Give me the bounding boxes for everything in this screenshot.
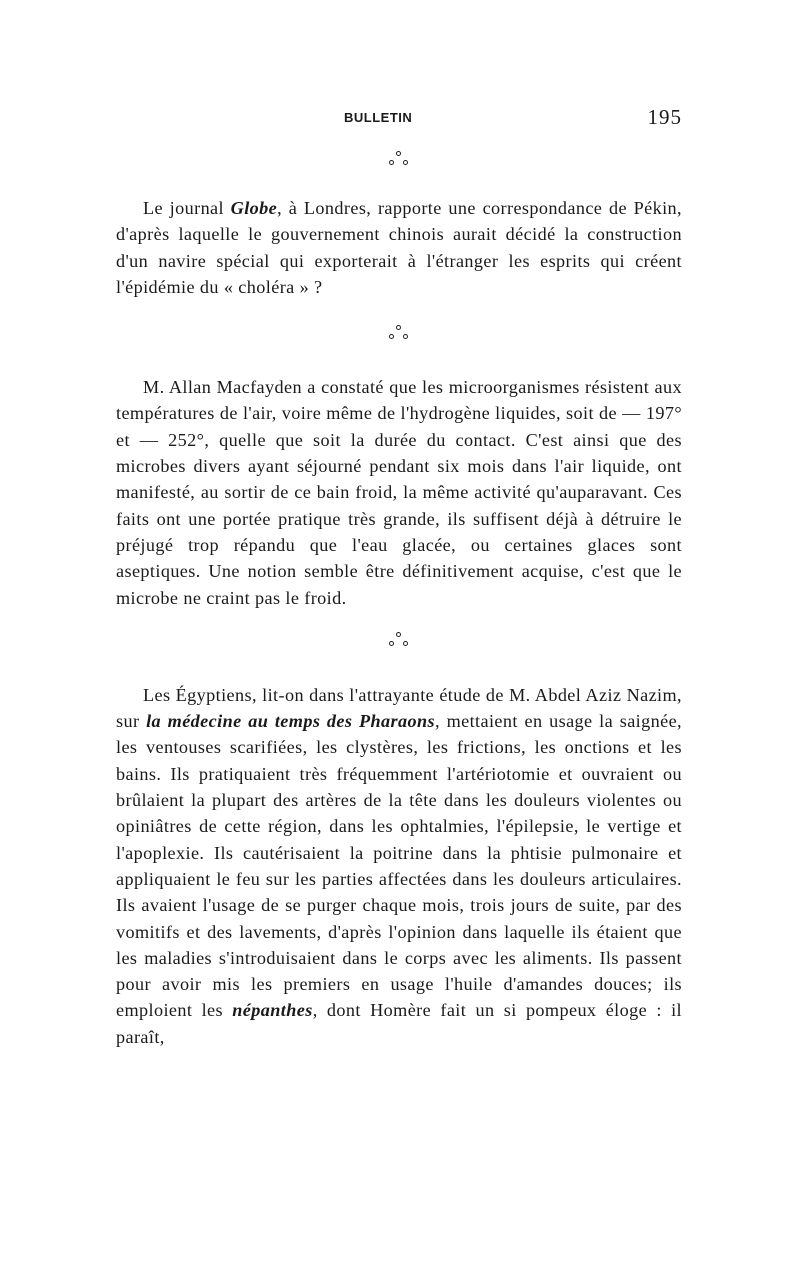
paragraph-microbes-cold: M. Allan Macfayden a constaté que les microorganismes résistent aux températures de l'air, voire même de l'hydrogène liquides, soit de — 197° et — 252°, quelle que soit la durée du contact. C'est ainsi que des microbes divers ayant séjourné pendant six mois dans l'air liquide, ont manifesté, au sortir de ce bain froid, la même activité qu'auparavant. Ces faits ont une portée pratique très grande, ils suffisent déjà à détruire le préjugé trop répandu que l'eau glacée, ou certaines glaces sont aseptiques. Une notion semble être définitivement acquise, c'est que le microbe ne craint pas le froid.	[116, 377, 682, 608]
paragraph-globe-cholera: Le journal Globe, à Londres, rapporte une correspondance de Pékin, d'après laquelle le gouvernement chinois aurait décidé la construction d'un navire spécial qui exporterait à l'étranger les esprits qui créent l'épidémie du « choléra » ?	[116, 198, 682, 297]
paragraph-egyptian-medicine: Les Égyptiens, lit-on dans l'attrayante étude de M. Abdel Aziz Nazim, sur la médecine au temps des Pharaons, mettaient en usage la saignée, les ventouses scarifiées, les clystères, les frictions, les onctions et les bains. Ils pratiquaient très fréquemment l'artériotomie et ouvraient ou brûlaient la plupart des artères de la tête dans les douleurs violentes ou opiniâtres de cette région, dans les ophtalmies, l'épilepsie, le vertige et l'apoplexie. Ils cautérisaient la poitrine dans la phtisie pulmonaire et appliquaient le feu sur les parties affectées dans les douleurs articulaires. Ils avaient l'usage de se purger chaque mois, trois jours de suite, par des vomitifs et des lavements, d'après l'opinion dans laquelle ils étaient que les maladies s'introduisaient dans le corps avec les aliments. Ils passent pour avoir mis les premiers en usage l'huile d'amandes douces; ils emploient les népanthes, dont Homère fait un si pompeux éloge : il paraît,	[116, 684, 682, 1047]
book-page	[116, 96, 682, 1050]
running-header	[116, 96, 682, 136]
asterism-ornament-1	[388, 149, 410, 175]
page-number: 195	[647, 105, 682, 129]
asterism-ornament-3	[388, 630, 410, 656]
nepanthes-italic: népanthes	[232, 1000, 313, 1021]
running-title: BULLETIN	[344, 110, 413, 125]
journal-title-italic: Globe	[230, 198, 278, 218]
book-title-italic: la médecine au temps des Pharaons	[146, 711, 435, 732]
asterism-ornament-2	[388, 323, 410, 349]
